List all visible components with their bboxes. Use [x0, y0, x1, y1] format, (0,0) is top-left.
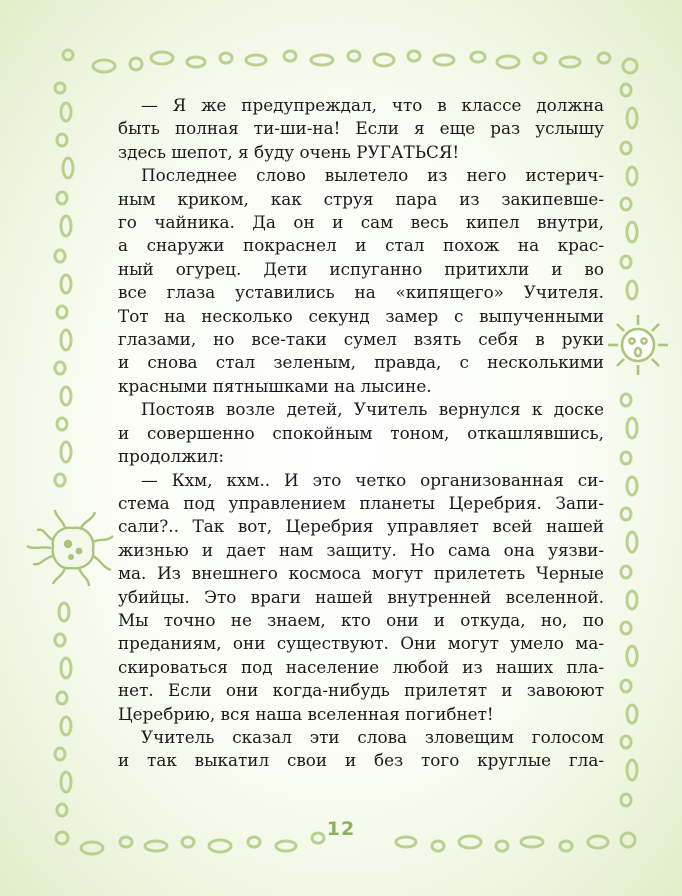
text-line: Последнее слово вылетело из него истерич-: [141, 165, 604, 186]
paragraph: [118, 94, 604, 164]
germ-cell-icon: [27, 510, 113, 586]
text-line: Мы точно не знаем, кто они и откуда, но, по: [118, 609, 604, 630]
paragraph: [118, 726, 604, 773]
text-line: го чайника. Да он и сам весь кипел внутри,: [118, 212, 604, 233]
text-line: — Я же предупреждал, что в классе должна: [141, 95, 604, 115]
text-line: красными пятнышками на лысине.: [118, 375, 432, 396]
text-line: продолжил:: [118, 446, 225, 467]
text-line: преданиям, они существуют. Они могут умело ма-: [118, 633, 604, 654]
text-line: ный огурец. Дети испуганно притихли и во: [118, 258, 604, 279]
text-line: все глаза уставились на «кипящего» Учителя.: [118, 282, 604, 303]
text-line: Тот на несколько секунд замер с выпученными: [118, 305, 604, 326]
text-line: жизнью и дает нам защиту. Но сама она уязви-: [118, 539, 604, 560]
text-line: быть полная ти-ши-на! Если я еще раз услышу: [118, 118, 604, 139]
paragraph: [118, 164, 604, 398]
sun-face-icon: [608, 315, 668, 375]
text-line: ным криком, как струя пара из закипевше-: [118, 188, 604, 209]
text-line: и снова стал зеленым, правда, с несколькими: [118, 352, 604, 373]
text-line: Учитель сказал эти слова зловещим голосом: [141, 726, 604, 747]
text-line: и так выкатил свои и без того круглые гла-: [118, 750, 604, 771]
text-line: сали?.. Так вот, Церебрия управляет всей нашей: [118, 516, 604, 537]
text-line: и совершенно спокойным тоном, откашлявшись,: [118, 422, 604, 443]
text-line: убийцы. Это враги нашей внутренней вселенной.: [118, 586, 604, 607]
text-line: скироваться под население любой из наших пла-: [118, 656, 604, 677]
page-text: [118, 94, 604, 773]
text-line: нет. Если они когда-нибудь прилетят и завоюют: [118, 680, 604, 701]
text-line: Церебрию, вся наша вселенная погибнет!: [118, 703, 494, 724]
page-number: 12: [326, 818, 356, 840]
text-line: ма. Из внешнего космоса могут прилететь Черные: [118, 563, 604, 584]
text-line: здесь шепот, я буду очень РУГАТЬСЯ!: [118, 141, 460, 162]
text-line: глазами, но все-таки сумел взять себя в руки: [118, 329, 604, 350]
paragraph: [118, 398, 604, 468]
text-line: Постояв возле детей, Учитель вернулся к доске: [141, 399, 604, 420]
text-line: стема под управлением планеты Церебрия. Запи-: [118, 492, 604, 513]
paragraph: [118, 469, 604, 726]
text-line: а снаружи покраснел и стал похож на крас-: [118, 235, 604, 256]
text-line: — Кхм, кхм.. И это четко организованная си-: [141, 469, 604, 490]
